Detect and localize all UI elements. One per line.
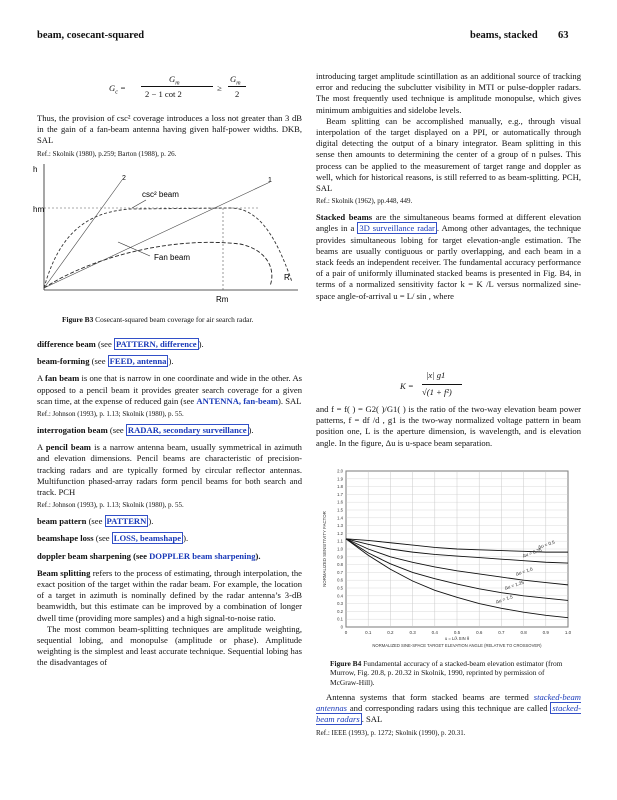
fig-b3-ray-2 bbox=[44, 180, 122, 288]
series-label: Δu = 0.5 bbox=[537, 539, 556, 550]
ref-csc: Ref.: Skolnik (1980), p.259; Barton (1988), p. 26. bbox=[37, 149, 177, 158]
ref-ieee-1993: Ref.: IEEE (1993), p. 1272; Skolnik (1990), p. 20.31. bbox=[316, 728, 466, 737]
gc-relation: ≥ bbox=[217, 83, 222, 93]
y-tick-label: 0.1 bbox=[337, 616, 343, 622]
link-loss-beamshape[interactable]: LOSS, beamshape bbox=[113, 533, 182, 544]
x-tick-label: 0.8 bbox=[520, 630, 527, 635]
y-tick-label: 1.0 bbox=[337, 546, 343, 552]
csc-paragraph: Thus, the provision of csc² coverage introduces a loss not greater than 3 dB in the gain of a fan-beam antenna having given half-power widths. DKB, SAL bbox=[37, 113, 302, 146]
x-tick-label: 0.6 bbox=[476, 630, 483, 635]
x-tick-label: 0.2 bbox=[387, 630, 394, 635]
x-tick-label: 0.3 bbox=[409, 630, 416, 635]
running-head-right: beams, stacked bbox=[470, 30, 538, 41]
page-number: 63 bbox=[558, 30, 569, 41]
fig-b3-fan-label: Fan beam bbox=[154, 253, 191, 262]
right-para-5: Antenna systems that form stacked beams are termed stacked-beam antennas and corresponding radars using this technique are called stacked-beam radars . SAL bbox=[316, 692, 581, 725]
k-den: √(1 + f²) bbox=[422, 387, 452, 397]
figure-b3 bbox=[30, 160, 302, 310]
link-doppler-beam-sharpening[interactable]: DOPPLER beam sharpening bbox=[149, 550, 256, 561]
link-stacked-beam-radars[interactable]: stacked-beam radars bbox=[316, 703, 581, 725]
y-tick-label: 0.6 bbox=[337, 577, 343, 583]
series-label: Δu = 1.25 bbox=[504, 579, 525, 591]
csc-beam-curve bbox=[44, 208, 292, 288]
y-tick-label: 0.7 bbox=[337, 569, 343, 575]
x-tick-label: 0.4 bbox=[431, 630, 438, 635]
y-tick-label: 1.2 bbox=[337, 530, 343, 536]
x-axis-sublabel: u = L/λ SIN θ bbox=[444, 636, 470, 641]
link-stacked-beam-antennas[interactable]: stacked-beam antennas bbox=[316, 692, 581, 714]
y-tick-label: 0.9 bbox=[337, 554, 343, 560]
fig-b3-csc-label: csc² beam bbox=[142, 190, 179, 199]
k-formula bbox=[400, 370, 520, 404]
entry-beam-splitting: Beam splitting refers to the process of estimating, through interpolation, the exact position of the target within the radar beam. For example, the location of a target in azimuth is nominally defined by the radar antenna’s 3-dB beamwidth, but this estimate can be improved by a combination of longer dwell time (providing more samples) and a high signal-to-noise ratio. bbox=[37, 567, 302, 623]
entry-fan-beam: A fan beam is one that is narrow in one coordinate and wide in the other. As opposed to a pencil beam it provides greater search coverage for a given scan time, at the expense of reduced gain (see ANTENNA, fan-beam). SAL bbox=[37, 373, 302, 406]
right-column-mid bbox=[316, 404, 581, 449]
y-tick-label: 0.4 bbox=[337, 593, 343, 599]
gc-rhs-bar bbox=[228, 86, 246, 87]
entry-beam-forming: beam-forming (see FEED, antenna ). bbox=[37, 356, 174, 367]
x-tick-label: 0.9 bbox=[542, 630, 549, 635]
ref-skolnik-1962: Ref.: Skolnik (1962), pp.448, 449. bbox=[316, 197, 413, 206]
y-tick-label: 1.7 bbox=[337, 491, 343, 497]
link-feed-antenna[interactable]: FEED, antenna bbox=[109, 356, 167, 367]
x-tick-label: 0.7 bbox=[498, 630, 505, 635]
gc-fraction-bar bbox=[141, 86, 213, 87]
gc-formula bbox=[95, 72, 295, 106]
figure-b3-caption: Figure B3 Cosecant-squared beam coverage for air search radar. bbox=[62, 315, 254, 324]
y-tick-label: 2.0 bbox=[337, 468, 343, 474]
link-antenna-fan-beam[interactable]: ANTENNA, fan-beam bbox=[196, 395, 279, 406]
y-tick-label: 1.6 bbox=[337, 499, 343, 505]
y-tick-label: 1.3 bbox=[337, 523, 343, 529]
link-radar-secondary-surveillance[interactable]: RADAR, secondary surveillance bbox=[127, 425, 247, 436]
y-tick-label: 0.3 bbox=[337, 601, 343, 607]
link-pattern[interactable]: PATTERN bbox=[106, 516, 147, 527]
y-tick-label: 1.1 bbox=[337, 538, 343, 544]
entry-beamshape-loss: beamshape loss (see LOSS, beamshape ). bbox=[37, 533, 189, 544]
x-tick-label: 0 bbox=[344, 630, 348, 635]
right-para-2: Beam splitting can be accomplished manually, e.g., through visual interpolation of the target displayed on a PPI, or automatically through digital detecting the output of a binary integrator. Beam splitting in this sense then amounts to determining the center of a group of n pulses. This process can be applied to the measurement of target range and doppler as well, which for historical reasons, is still referred to as beam-splitting. PCH, SAL bbox=[316, 115, 581, 194]
fig-b3-rm-label: Rm bbox=[216, 295, 229, 304]
y-tick-label: 1.4 bbox=[337, 515, 343, 521]
entry-pencil-beam: A pencil beam is a narrow antenna beam, usually symmetrical in azimuth and elevation dimensions. Pencil beams are characteristic of precision-tracking radars and are typically formed by circular reflector antennas. Multifunction phased-array radars form pencil beams for both search and track. PCH bbox=[37, 442, 302, 498]
series-label: Δu = 0.75 bbox=[521, 547, 543, 559]
x-tick-label: 0.5 bbox=[453, 630, 461, 635]
figure-b4-chart bbox=[316, 465, 578, 657]
x-axis-label: NORMALIZED SINE-SPACE TARGET ELEVATION ANGLE (RELATIVE TO CROSSOVER) bbox=[372, 643, 542, 648]
fig-b3-label-1: 1 bbox=[268, 177, 272, 184]
y-tick-label: 0 bbox=[340, 624, 343, 630]
fig-b3-csc-pointer bbox=[132, 200, 146, 208]
running-head-left: beam, cosecant-squared bbox=[37, 30, 145, 41]
fig-b3-r-label: R bbox=[284, 273, 290, 282]
k-lhs: K = bbox=[400, 381, 414, 391]
gc-denominator: 2 − 1 cot 2 bbox=[145, 89, 182, 99]
y-tick-label: 0.8 bbox=[337, 562, 343, 568]
entry-stacked-beams: Stacked beams are the simultaneous beams formed at different elevation angles in a 3D surveillance radar . Among other advantages, the technique provides simultaneous lobing for target elevation-angle estimation. The beams are usually contiguous or partly overlapping, and each beam in a stack feeds an independent receiver. The fundamental accuracy performance of a pair of uniformly illuminated stacked beams is presented in Fig. B4, in terms of a normalized sensitivity factor k = K /L versus normalized sine-space angle-of-arrival u = L/ sin , where bbox=[316, 212, 581, 301]
x-tick-label: 1.0 bbox=[564, 630, 572, 635]
series-label: Δu = 1.0 bbox=[515, 566, 534, 577]
fig-b3-label-2: 2 bbox=[122, 175, 126, 182]
entry-beam-pattern: beam pattern (see PATTERN ). bbox=[37, 516, 154, 527]
right-column-bottom bbox=[316, 692, 581, 738]
fig-b3-h-label: h bbox=[33, 165, 38, 174]
series-label: Δu = 1.5 bbox=[495, 594, 514, 605]
link-pattern-difference[interactable]: PATTERN, difference bbox=[115, 339, 197, 349]
left-column-top bbox=[37, 113, 302, 159]
entry-difference-beam: difference beam (see PATTERN, difference ). bbox=[37, 339, 204, 349]
gc-rhs-num: $G_m$ bbox=[230, 74, 241, 87]
k-num: |x| g1 bbox=[426, 370, 446, 380]
figure-b4-caption: Figure B4 Fundamental accuracy of a stacked-beam elevation estimator (from Murrow, Fig. 20.8, p. 20.32 in Skolnik, 1990, reprinted by permission of McGraw-Hill). bbox=[330, 659, 563, 687]
fan-beam-curve bbox=[44, 242, 272, 288]
left-column-entries bbox=[37, 339, 302, 669]
gc-top: $G_m$ bbox=[169, 74, 180, 87]
k-fraction-bar bbox=[422, 384, 462, 385]
y-axis-label: NORMALIZED SENSITIVITY FACTOR bbox=[322, 511, 327, 587]
y-tick-label: 1.5 bbox=[337, 507, 343, 513]
link-3d-surveillance-radar[interactable]: 3D surveillance radar bbox=[359, 223, 435, 234]
x-tick-label: 0.1 bbox=[365, 630, 372, 635]
gc-lhs: $G_c$ = bbox=[109, 83, 126, 96]
entry-doppler-beam-sharpening: doppler beam sharpening (see DOPPLER beam sharpening). bbox=[37, 550, 261, 561]
y-tick-label: 0.2 bbox=[337, 608, 343, 614]
right-para-1: introducing target amplitude scintillation as an additional source of tracking error and reducing the subclutter visibility in MTI or pulse-doppler radars. The most frequently used technique is amplitude monopulse, which gives minimum ambiguities and sidelobe levels. bbox=[316, 71, 581, 115]
beam-splitting-continued: The most common beam-splitting techniques are amplitude weighting, sequential lobing, and monopulse (amplitude or phase). Amplitude weighting is the simplest and least accurate technique. Sequential lobing has the disadvantages of bbox=[37, 623, 302, 668]
fig-b3-hm-label: hm bbox=[33, 205, 45, 214]
y-tick-label: 0.5 bbox=[337, 585, 343, 591]
y-tick-label: 1.8 bbox=[337, 484, 343, 490]
ref-pencil-beam: Ref.: Johnson (1993), p. 1.13; Skolnik (1980), p. 55. bbox=[37, 501, 184, 510]
right-para-4: and f = f( ) = G2( )/G1( ) is the ratio of the two-way elevation beam power patterns, f = df /d , g1 is the two-way normalized voltage pattern in beam position one, L is the aperture dimension, is wavelength, and is elevation angle. In the figure, Δu is u-space beam separation. bbox=[316, 404, 581, 448]
y-tick-label: 1.9 bbox=[337, 476, 343, 482]
entry-interrogation-beam: interrogation beam (see RADAR, secondary surveillance ). bbox=[37, 425, 254, 436]
ref-fan-beam: Ref.: Johnson (1993), p. 1.13; Skolnik (1980), p. 55. bbox=[37, 410, 184, 419]
right-column-top bbox=[316, 71, 581, 302]
gc-rhs-den: 2 bbox=[235, 89, 240, 99]
